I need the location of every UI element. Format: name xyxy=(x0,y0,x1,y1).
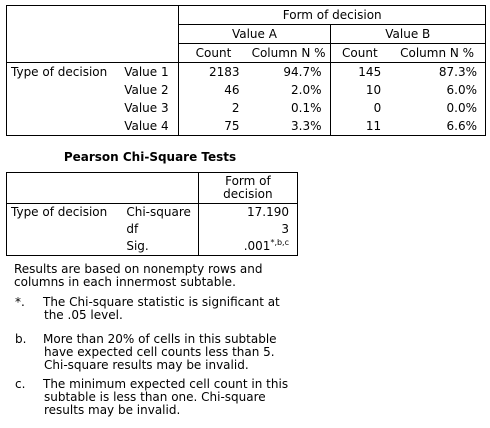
cell-b-count: 11 xyxy=(330,117,389,136)
cell-a-pct: 0.1% xyxy=(248,99,330,117)
cell-b-pct: 87.3% xyxy=(389,63,485,82)
cell-b-pct: 0.0% xyxy=(389,99,485,117)
chi-stat-value: 17.190 xyxy=(198,204,297,222)
chi-stat-value: 3 xyxy=(198,221,297,238)
subheader-b-pct: Column N % xyxy=(389,44,485,63)
cell-a-pct: 2.0% xyxy=(248,81,330,99)
cell-b-pct: 6.6% xyxy=(389,117,485,136)
table-row xyxy=(7,81,486,99)
group-header-value-b: Value B xyxy=(330,25,485,44)
subheader-b-count: Count xyxy=(330,44,389,63)
chi-stat-label: df xyxy=(118,221,198,238)
row-value-label: Value 4 xyxy=(116,117,179,136)
group-header-value-a: Value A xyxy=(179,25,330,44)
chi-stat-label: Sig. xyxy=(118,238,198,256)
chi-square-table xyxy=(6,172,298,256)
cell-b-pct: 6.0% xyxy=(389,81,485,99)
subheader-a-count: Count xyxy=(179,44,248,63)
table-row xyxy=(7,117,486,136)
subheader-a-pct: Column N % xyxy=(248,44,330,63)
cell-b-count: 0 xyxy=(373,100,382,115)
row-value-label: Value 3 xyxy=(116,99,179,117)
footnote-superscript: *,b,c xyxy=(270,238,289,247)
chi-corner xyxy=(7,173,199,204)
chi-row-label: Type of decision xyxy=(7,204,119,222)
table-row xyxy=(7,63,486,82)
footnote-c xyxy=(15,377,296,417)
crosstab-table xyxy=(6,5,486,136)
footnote-a-text: The Chi-square statistic is significant at the .05 level. xyxy=(43,295,280,322)
cell-a-count: 46 xyxy=(224,82,240,97)
chi-stat-label: Chi-square xyxy=(118,204,198,222)
table-row xyxy=(7,238,298,256)
cell-a-count: 2 xyxy=(231,100,240,115)
footnote-c-mark: c. xyxy=(15,377,26,391)
footnote-b-mark: b. xyxy=(15,332,27,346)
crosstab-corner xyxy=(7,6,179,63)
row-value-label: Value 2 xyxy=(116,81,179,99)
crosstab-header-top: Form of decision xyxy=(179,6,486,25)
chi-stat-value: $.001^{*,b,c}$ xyxy=(198,238,297,256)
cell-a-pct: 3.3% xyxy=(248,117,330,136)
footnote-main: Results are based on nonempty rows and columns in each innermost subtable. xyxy=(14,262,263,289)
table-row xyxy=(7,204,298,222)
row-value-label: Value 1 xyxy=(116,63,179,82)
row-label-type-of-decision: Type of decision xyxy=(7,63,117,82)
table-row xyxy=(7,221,298,238)
footnote-b xyxy=(15,332,296,372)
cell-b-count: 145 xyxy=(358,64,382,79)
cell-a-pct: 94.7% xyxy=(248,63,330,82)
cell-a-count: 2183 xyxy=(209,64,240,79)
chi-square-title: Pearson Chi-Square Tests xyxy=(63,150,237,164)
footnote-b-text: More than 20% of cells in this subtable have expected cell counts less than 5. Chi-square results may be invalid. xyxy=(43,332,277,372)
footnote-a-mark: *. xyxy=(15,295,25,309)
chi-column-header: Form of decision xyxy=(198,173,297,204)
footnote-a xyxy=(15,295,296,322)
cell-a-count: 75 xyxy=(179,117,248,136)
footnote-c-text: The minimum expected cell count in this subtable is less than one. Chi-square results may be invalid. xyxy=(43,377,289,417)
cell-b-count: 10 xyxy=(365,82,382,97)
table-row xyxy=(7,99,486,117)
